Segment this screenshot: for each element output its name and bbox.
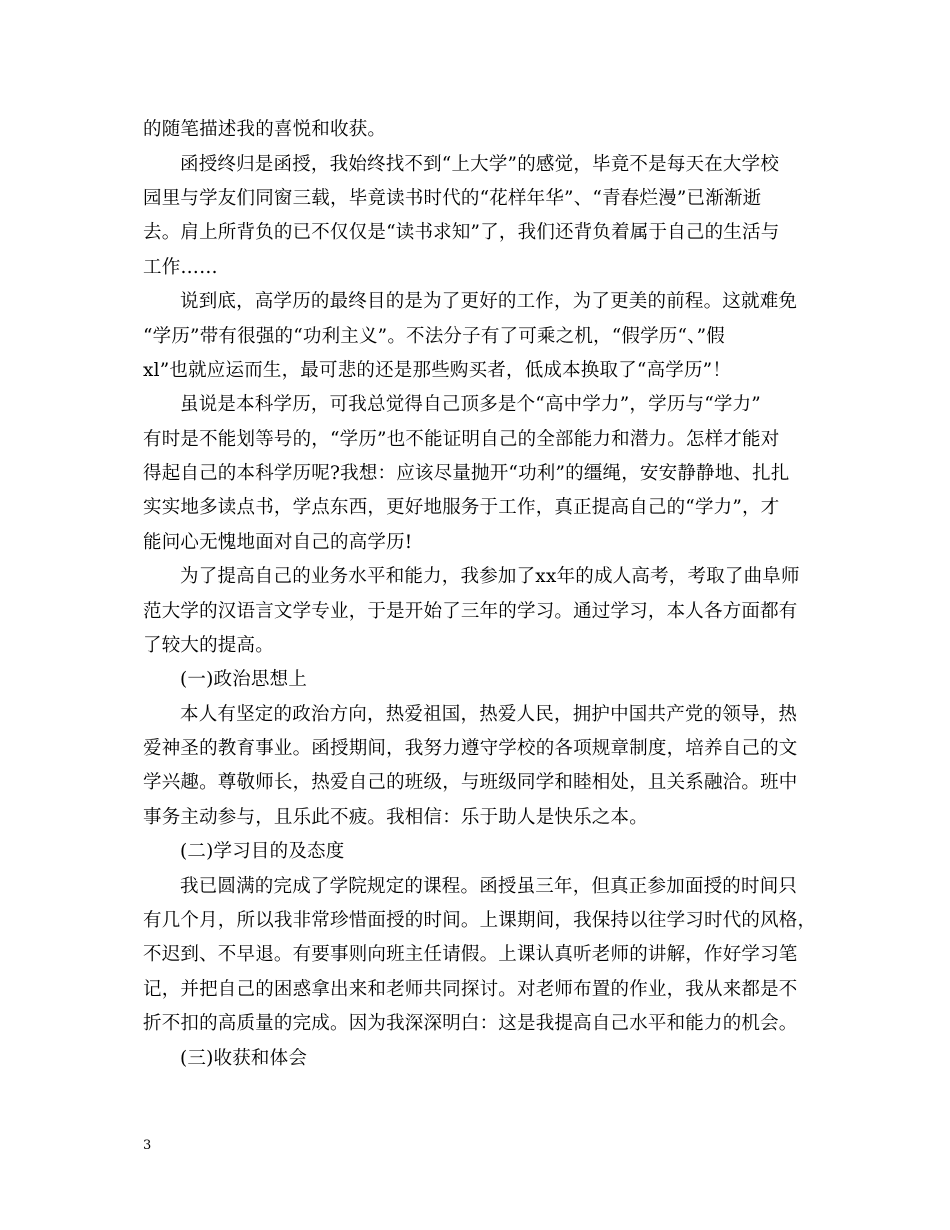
- text-line-23: 我已圆满的完成了学院规定的课程。函授虽三年，但真正参加面授的时间只: [180, 876, 798, 897]
- text-line-9: 虽说是本科学历，可我总觉得自己顶多是个“高中学力”，学历与“学力”: [180, 394, 761, 415]
- text-line-26: 记，并把自己的困惑拿出来和老师共同探讨。对老师布置的作业，我从来都是不: [143, 979, 798, 1000]
- text-line-11: 得起自己的本科学历呢?我想：应该尽量抛开“功利”的缰绳，安安静静地、扎扎: [143, 463, 790, 484]
- section-heading-1: (一)政治思想上: [180, 669, 308, 690]
- text-line-16: 了较大的提高。: [143, 635, 274, 656]
- section-heading-3: (三)收获和体会: [180, 1048, 308, 1069]
- text-line-13: 能问心无愧地面对自己的高学历!: [143, 532, 413, 553]
- text-line-4: 去。肩上所背负的已不仅仅是“读书求知”了，我们还背负着属于自己的生活与: [143, 222, 780, 243]
- section-heading-2: (二)学习目的及态度: [180, 841, 345, 862]
- text-line-14: 为了提高自己的业务水平和能力，我参加了xx年的成人高考，考取了曲阜师: [180, 566, 800, 587]
- text-line-21: 事务主动参与，且乐此不疲。我相信：乐于助人是快乐之本。: [143, 807, 648, 828]
- text-line-2: 函授终归是函授，我始终找不到“上大学”的感觉，毕竟不是每天在大学校: [180, 154, 780, 175]
- text-line-7: “学历”带有很强的“功利主义”。不法分子有了可乘之机，“假学历“、”假: [143, 326, 725, 347]
- page-number: 3: [143, 1138, 152, 1153]
- text-line-27: 折不扣的高质量的完成。因为我深深明白：这是我提高自己水平和能力的机会。: [143, 1013, 798, 1034]
- text-line-10: 有时是不能划等号的，“学历”也不能证明自己的全部能力和潜力。怎样才能对: [143, 429, 780, 450]
- text-line-5: 工作……: [143, 257, 218, 278]
- text-line-20: 学兴趣。尊敬师长，热爱自己的班级，与班级同学和睦相处，且关系融洽。班中: [143, 772, 798, 793]
- text-line-8: xl”也就应运而生，最可悲的还是那些购买者，低成本换取了“高学历”！: [143, 360, 732, 381]
- text-line-24: 有几个月，所以我非常珍惜面授的时间。上课期间，我保持以往学习时代的风格，: [143, 910, 817, 931]
- text-line-3: 园里与学友们同窗三载，毕竟读书时代的“花样年华”、“青春烂漫”已渐渐逝: [143, 188, 762, 209]
- text-line-19: 爱神圣的教育事业。函授期间，我努力遵守学校的各项规章制度，培养自己的文: [143, 738, 798, 759]
- text-line-12: 实实地多读点书，学点东西，更好地服务于工作，真正提高自己的“学力”，才: [143, 497, 780, 518]
- text-line-6: 说到底，高学历的最终目的是为了更好的工作，为了更美的前程。这就难免: [180, 291, 798, 312]
- text-line-25: 不迟到、不早退。有要事则向班主任请假。上课认真听老师的讲解，作好学习笔: [143, 944, 798, 965]
- text-line-15: 范大学的汉语言文学专业，于是开始了三年的学习。通过学习，本人各方面都有: [143, 601, 798, 622]
- text-line-18: 本人有坚定的政治方向，热爱祖国，热爱人民，拥护中国共产党的领导，热: [180, 704, 798, 725]
- text-line-1: 的随笔描述我的喜悦和收获。: [143, 119, 387, 140]
